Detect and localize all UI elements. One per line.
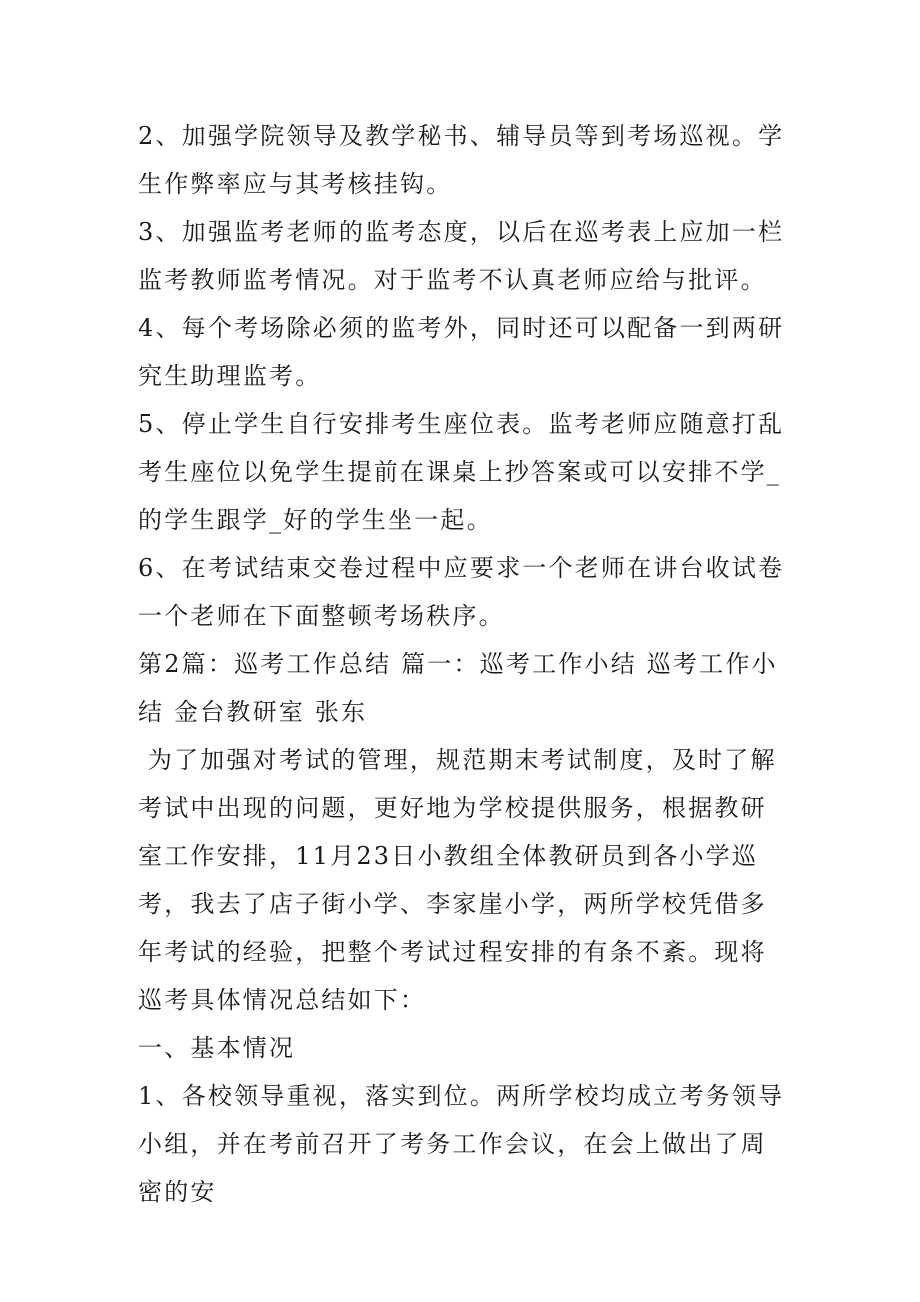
document-body bbox=[138, 112, 788, 1216]
paragraph-item-5: 5、停止学生自行安排考生座位表。监考老师应随意打乱考生座位以免学生提前在课桌上抄答案或可以安排不学_的学生跟学_好的学生坐一起。 bbox=[138, 410, 785, 534]
paragraph-item-2: 2、加强学院领导及教学秘书、辅导员等到考场巡视。学生作弊率应与其考核挂钩。 bbox=[138, 122, 785, 198]
section-heading: 第2篇：巡考工作总结 篇一：巡考工作小结 巡考工作小结 金台教研室 张东 bbox=[138, 650, 778, 726]
paragraph-item-6: 6、在考试结束交卷过程中应要求一个老师在讲台收试卷一个老师在下面整顿考场秩序。 bbox=[138, 554, 785, 630]
paragraph-item-4: 4、每个考场除必须的监考外，同时还可以配备一到两研究生助理监考。 bbox=[138, 314, 785, 390]
intro-paragraph: 为了加强对考试的管理，规范期末考试制度，及时了解考试中出现的问题，更好地为学校提供服务，根据教研室工作安排，11月23日小教组全体教研员到各小学巡考，我去了店子街小学、李家崖小学，两所学校凭借多年考试的经验，把整个考试过程安排的有条不紊。现将巡考具体情况总结如下： bbox=[138, 746, 777, 1014]
paragraph-item-3: 3、加强监考老师的监考态度，以后在巡考表上应加一栏监考教师监考情况。对于监考不认真老师应给与批评。 bbox=[138, 218, 785, 294]
subsection-heading: 一、基本情况 bbox=[138, 1034, 296, 1062]
paragraph-item-1: 1、各校领导重视，落实到位。两所学校均成立考务领导小组，并在考前召开了考务工作会议，在会上做出了周密的安 bbox=[138, 1082, 785, 1206]
